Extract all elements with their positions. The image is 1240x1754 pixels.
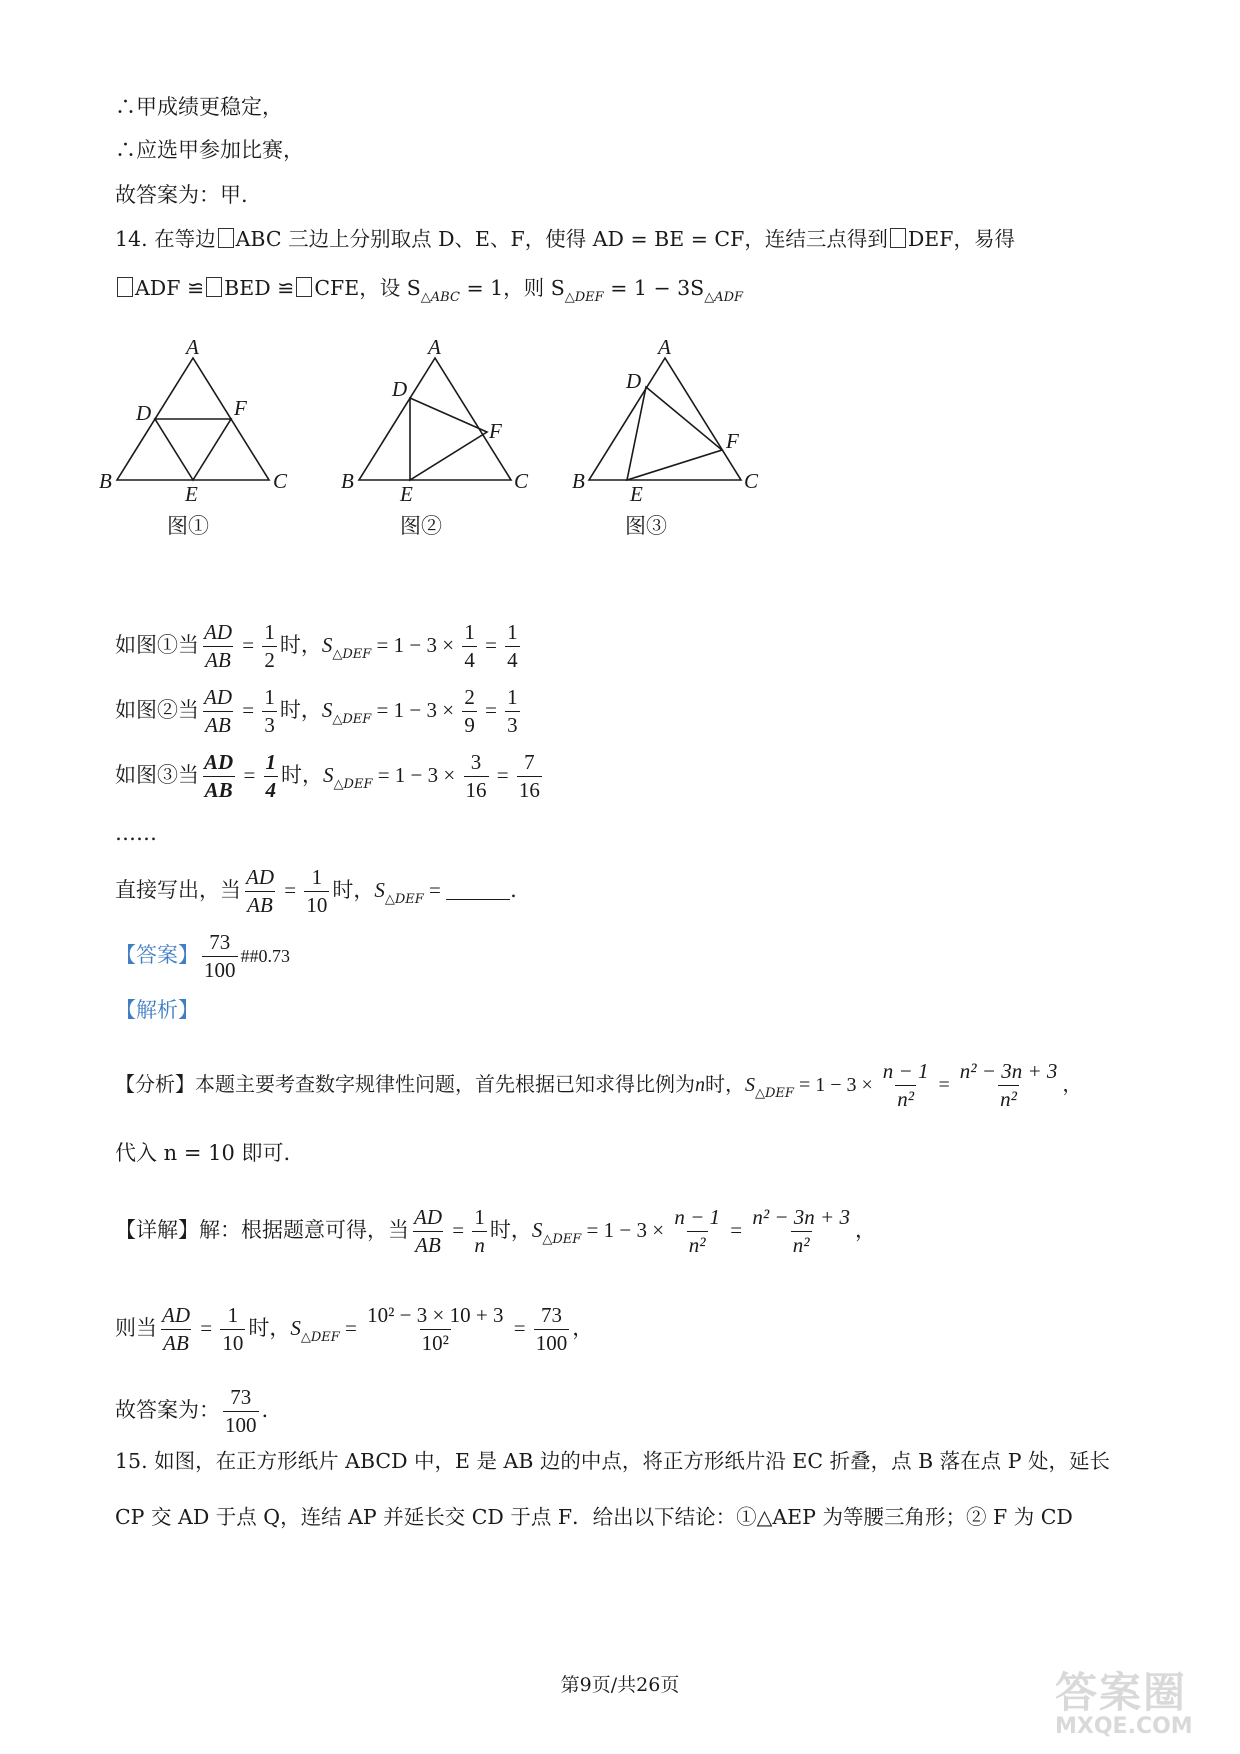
fenxi-line-2: 代入 n = 10 即可.: [115, 1141, 291, 1165]
fraction: $\frac{73}{100}$: [225, 1385, 257, 1437]
label-d: D: [136, 401, 152, 425]
missing-glyph-box: [218, 228, 234, 248]
label-d: D: [626, 369, 642, 393]
fraction: $\frac{73}{100}$: [204, 930, 236, 982]
label-e: E: [630, 482, 643, 506]
fraction: $\frac{1}{3}$: [507, 685, 518, 737]
label-a: A: [428, 335, 441, 359]
figure-caption: 图②: [400, 514, 442, 538]
label-f: F: [726, 429, 739, 453]
fenxi-line: 【分析】本题主要考查数字规律性问题，首先根据已知求得比例为n时，$S_{\triangle DEF} = 1 - 3$ × $\frac{n - 1}{\text{n²}}$ = $\frac{\text{n² − 3n + 3}}{\text{n²}}$ ，: [115, 1059, 1083, 1111]
label-b: B: [341, 469, 354, 493]
figure-2-triangle-def: [410, 398, 487, 480]
missing-glyph-box: [206, 277, 222, 297]
fraction: $\frac{7}{16}$: [518, 750, 540, 802]
text-line: 故答案为：甲.: [115, 183, 248, 207]
answer-blank: [446, 899, 510, 900]
answer-line: 【答案】 $\frac{73}{100}$ ##0.73: [115, 930, 290, 982]
missing-glyph-box: [296, 277, 312, 297]
figure-caption: 图①: [167, 514, 209, 538]
ellipsis: ……: [115, 821, 157, 845]
fraction: $\frac{1}{4}$: [464, 620, 475, 672]
fraction: $\frac{1}{3}$: [264, 685, 275, 737]
figure-3-triangle-def: [627, 387, 722, 480]
fraction: $\frac{\text{10² − 3 × 10 + 3}}{\text{10²}}$: [367, 1303, 504, 1355]
fraction: $\frac{1}{10}$: [222, 1303, 244, 1355]
missing-glyph-box: [890, 228, 906, 248]
label-e: E: [400, 482, 413, 506]
label-c: C: [744, 469, 759, 493]
figure-3-triangle-abc: [589, 358, 741, 480]
fraction: $\frac{2}{9}$: [464, 685, 475, 737]
case-line-3: 如图③当 $\frac{AD}{AB}$ = $\frac{1}{4}$ 时，$S_{\triangle DEF} = 1 - 3$ × $\frac{3}{16}$ = $\frac{7}{16}$: [115, 750, 540, 802]
watermark-logo: 答案圈 MXQE.COM: [1055, 1668, 1193, 1739]
figure-1-triangle-def: [155, 419, 231, 480]
label-a: A: [658, 335, 671, 359]
text-line: ∴应选甲参加比赛，: [115, 138, 304, 162]
case-line-1: 如图①当 $\frac{AD}{AB}$ = $\frac{1}{2}$ 时，$S_{\triangle DEF} = 1 - 3$ × $\frac{1}{4}$ = $\frac{1}{4}$: [115, 620, 518, 672]
question-14-line2: ADF ≌ BED ≌ CFE，设 $S_{\triangle ABC} = 1$，则 $S_{\triangle DEF} = 1 - 3S_{\triangle ADF}$: [115, 273, 743, 313]
question-15-line2: CP 交 AD 于点 Q，连结 AP 并延长交 CD 于点 F．给出以下结论：①△AEP 为等腰三角形；② F 为 CD: [115, 1505, 1073, 1529]
text-line: ∴甲成绩更稳定，: [115, 95, 283, 119]
label-b: B: [572, 469, 585, 493]
fraction: $\frac{\text{n² − 3n + 3}}{\text{n²}}$: [752, 1205, 850, 1257]
label-c: C: [273, 469, 288, 493]
fraction: $\frac{1}{2}$: [264, 620, 275, 672]
fraction: $\frac{1}{n}$: [474, 1205, 485, 1257]
fraction: $\frac{1}{4}$: [265, 750, 277, 802]
label-b: B: [99, 469, 112, 493]
fraction: $\frac{1}{4}$: [507, 620, 518, 672]
fraction: $\frac{n - 1}{\text{n²}}$: [882, 1059, 929, 1111]
direct-question: 直接写出，当 $\frac{AD}{AB}$ = $\frac{1}{10}$ 时，$S_{\triangle DEF}$ = .: [115, 865, 517, 917]
label-e: E: [185, 482, 198, 506]
fraction: $\frac{n - 1}{\text{n²}}$: [674, 1205, 720, 1257]
fraction: $\frac{3}{16}$: [465, 750, 487, 802]
page-footer: 第9页/共26页: [560, 1674, 680, 1696]
missing-glyph-box: [117, 277, 133, 297]
label-f: F: [234, 396, 247, 420]
fraction: $\frac{AD}{AB}$: [246, 865, 274, 917]
fraction: $\frac{AD}{AB}$: [204, 685, 232, 737]
analysis-tag: 【解析】: [115, 998, 199, 1022]
fraction: $\frac{AD}{AB}$: [204, 620, 232, 672]
final-answer-line: 故答案为： $\frac{73}{100}$ .: [115, 1385, 269, 1437]
fraction: $\frac{AD}{AB}$: [162, 1303, 190, 1355]
triangle-figures: [95, 335, 895, 620]
figure-caption: 图③: [625, 514, 667, 538]
label-d: D: [392, 377, 408, 401]
answer-tag: 【答案】: [115, 943, 199, 967]
fraction: $\frac{\text{n² − 3n + 3}}{\text{n²}}$: [959, 1059, 1058, 1111]
case-line-2: 如图②当 $\frac{AD}{AB}$ = $\frac{1}{3}$ 时，$S_{\triangle DEF} = 1 - 3$ × $\frac{2}{9}$ = $\frac{1}{3}$: [115, 685, 518, 737]
fraction: $\frac{73}{100}$: [535, 1303, 568, 1355]
xiangjie-line: 【详解】解：根据题意可得，当 $\frac{AD}{AB}$ = $\frac{1}{n}$ 时，$S_{\triangle DEF} = 1 - 3$ × $\frac{n - 1}{\text{n²}}$ = $\frac{\text{n² − 3n + 3}}{\text{n²}}$ ，: [115, 1205, 876, 1257]
label-c: C: [514, 469, 529, 493]
label-a: A: [186, 335, 199, 359]
question-15-line1: 15. 如图，在正方形纸片 ABCD 中，E 是 AB 边的中点，将正方形纸片沿 EC 折叠，点 B 落在点 P 处，延长: [115, 1449, 1111, 1473]
fraction: $\frac{AD}{AB}$: [204, 750, 234, 802]
label-f: F: [489, 419, 502, 443]
fraction: $\frac{1}{10}$: [306, 865, 328, 917]
ze-line: 则当 $\frac{AD}{AB}$ = $\frac{1}{10}$ 时，$S_{\triangle DEF}$ = $\frac{\text{10² − 3 × 10 + 3}}{\text{10²}}$ = $\frac{73}{100}$ ，: [115, 1303, 594, 1355]
fraction: $\frac{AD}{AB}$: [414, 1205, 442, 1257]
question-14-line1: 14. 在等边 ABC 三边上分别取点 D、E、F，使得 AD = BE = CF，连结三点得到 DEF，易得: [115, 227, 1015, 251]
